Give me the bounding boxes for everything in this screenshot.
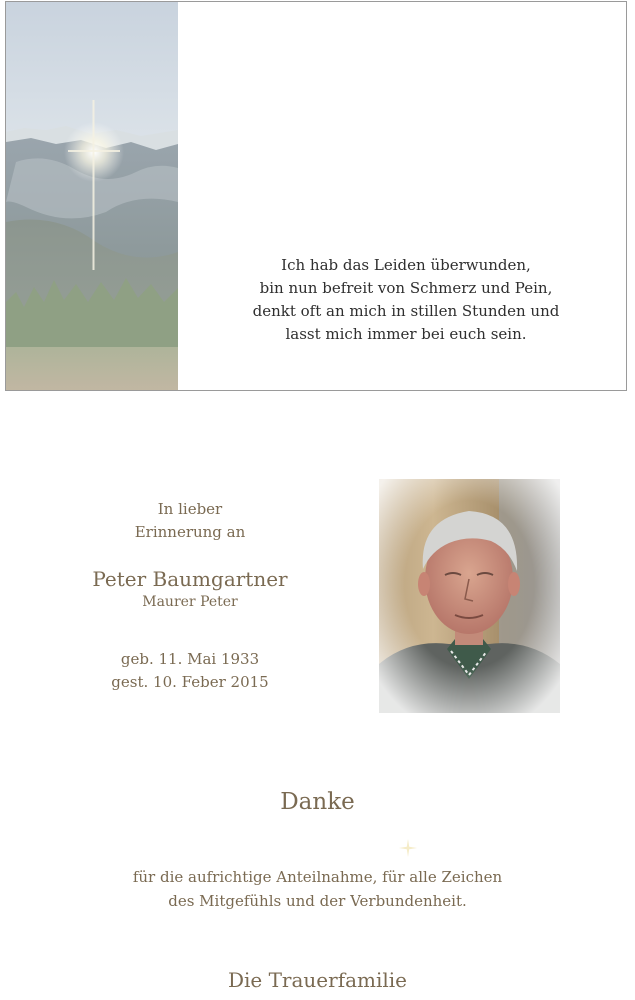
poem-line: denkt oft an mich in stillen Stunden und — [252, 302, 560, 320]
family-signature: Die Trauerfamilie — [227, 968, 408, 992]
poem-line: bin nun befreit von Schmerz und Pein, — [259, 279, 553, 297]
portrait-photo — [379, 479, 560, 713]
thanks-text — [0, 865, 635, 913]
birth-date: geb. 11. Mai 1933 — [120, 650, 260, 668]
thanks-title: Danke — [280, 789, 355, 815]
poem-line: lasst mich immer bei euch sein. — [285, 325, 527, 343]
memorial-card-top — [5, 1, 627, 391]
poem — [216, 254, 596, 346]
deceased-nickname: Maurer Peter — [142, 594, 238, 610]
memory-block — [60, 498, 320, 694]
intro-line: In lieber — [157, 500, 223, 518]
mountain-landscape-image — [6, 2, 178, 391]
thanks-line: des Mitgefühls und der Verbundenheit. — [168, 892, 467, 910]
intro-line: Erinnerung an — [134, 523, 246, 541]
poem-line: Ich hab das Leiden überwunden, — [281, 256, 531, 274]
death-date: gest. 10. Feber 2015 — [111, 673, 269, 691]
deceased-name: Peter Baumgartner — [92, 567, 288, 591]
thanks-line: für die aufrichtige Anteilnahme, für alle Zeichen — [132, 868, 503, 886]
sparkle-icon — [398, 838, 418, 858]
